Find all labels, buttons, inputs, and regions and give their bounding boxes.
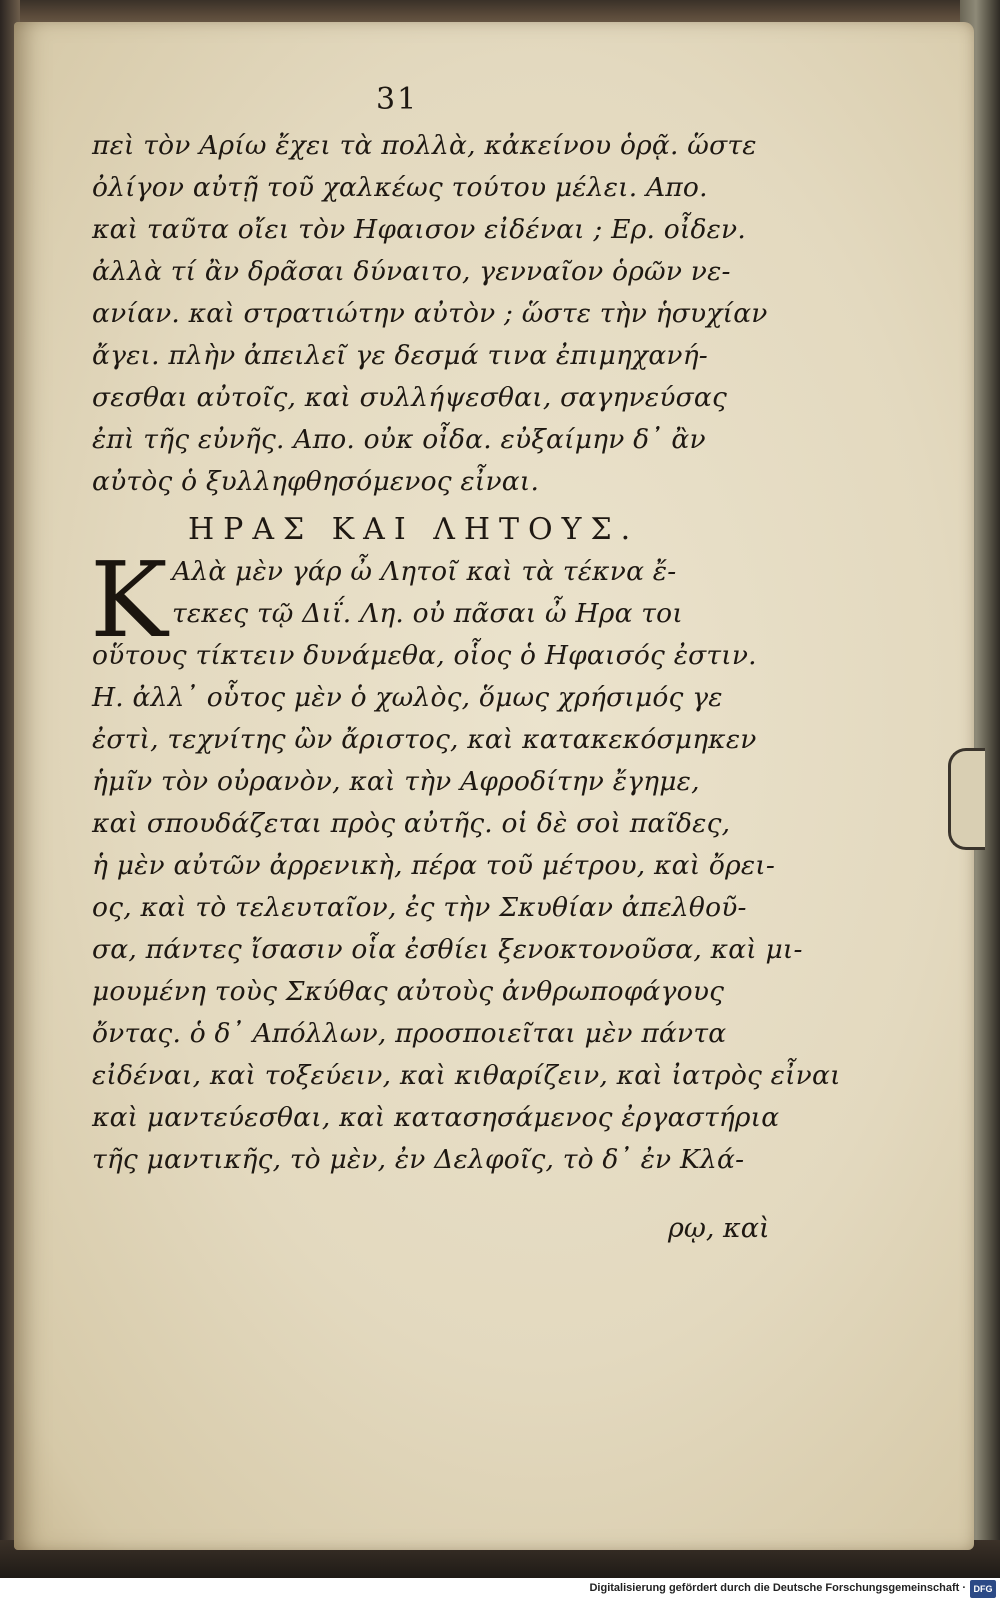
text-line: ἡ μὲν αὐτῶν ἀρρενικὴ, πέρα τοῦ μέτρου, καὶ ὄρει- — [92, 850, 776, 881]
drop-capital: Κ — [90, 539, 168, 661]
text-line: ανίαν. καὶ στρατιώτην αὐτὸν ; ὥστε τὴν ἡσυχίαν — [92, 298, 768, 329]
text-line: Αλὰ μὲν γάρ ὦ Λητοῖ καὶ τὰ τέκνα ἔ- — [172, 556, 677, 587]
text-line: καὶ σπουδάζεται πρὸς αὐτῆς. οἱ δὲ σοὶ παῖδες, — [92, 808, 731, 839]
text-line: πεὶ τὸν Αρίω ἔχει τὰ πολλὰ, κἀκείνου ὁρᾷ. ὥστε — [92, 130, 757, 161]
dfg-logo-icon: DFG — [970, 1580, 996, 1598]
text-line: ὀλίγον αὐτῇ τοῦ χαλκέως τούτου μέλει. Απο. — [92, 172, 708, 203]
text-line: ἐστὶ, τεχνίτης ὢν ἄριστος, καὶ κατακεκόσμηκεν — [92, 724, 757, 755]
text-line: μουμένη τοὺς Σκύθας αὐτοὺς ἀνθρωποφάγους — [92, 976, 725, 1007]
text-line: ος, καὶ τὸ τελευταῖον, ἐς τὴν Σκυθίαν ἀπελθοῦ- — [92, 892, 747, 923]
text-line: Η. ἀλλ᾽ οὗτος μὲν ὁ χωλὸς, ὅμως χρήσιμός γε — [92, 682, 723, 713]
text-line: εἰδέναι, καὶ τοξεύειν, καὶ κιθαρίζειν, καὶ ἰατρὸς εἶναι — [92, 1060, 841, 1091]
text-line: ἡμῖν τὸν οὐρανὸν, καὶ τὴν Αφροδίτην ἔγημε, — [92, 766, 700, 797]
text-line: αὐτὸς ὁ ξυλληφθησόμενος εἶναι. — [92, 466, 540, 497]
text-line: τεκες τῷ Διΐ. Λη. οὐ πᾶσαι ὦ Ηρα τοι — [172, 598, 683, 629]
text-line: ὄντας. ὁ δ᾽ Απόλλων, προσποιεῖται μὲν πάντα — [92, 1018, 727, 1049]
text-line: ἀλλὰ τί ἂν δρᾶσαι δύναιτο, γενναῖον ὁρῶν νε- — [92, 256, 731, 287]
section-heading: ΗΡΑΣ ΚΑΙ ΛΗΤΟΥΣ. — [188, 512, 640, 547]
text-line: σα, πάντες ἴσασιν οἷα ἐσθίει ξενοκτονοῦσα, καὶ μι- — [92, 934, 803, 965]
page-clip — [948, 748, 985, 850]
catchword: ρῳ, καὶ — [668, 1213, 770, 1244]
text-line: τῆς μαντικῆς, τὸ μὲν, ἐν Δελφοῖς, τὸ δ᾽ ἐν Κλά- — [92, 1144, 745, 1175]
text-line: καὶ μαντεύεσθαι, καὶ κατασησάμενος ἐργαστήρια — [92, 1102, 780, 1133]
text-line: οὕτους τίκτειν δυνάμεθα, οἷος ὁ Ηφαισός ἐστιν. — [92, 640, 757, 671]
page-number: 31 — [376, 82, 419, 117]
text-line: σεσθαι αὐτοῖς, καὶ συλλήψεσθαι, σαγηνεύσας — [92, 382, 728, 413]
footer-credit: Digitalisierung gefördert durch die Deutsche Forschungsgemeinschaft · — [589, 1582, 966, 1594]
text-line: καὶ ταῦτα οἴει τὸν Ηφαισον εἰδέναι ; Ερ. οἶδεν. — [92, 214, 746, 245]
text-line: ἐπὶ τῆς εὐνῆς. Απο. οὐκ οἶδα. εὐξαίμην δ᾽ ἂν — [92, 424, 706, 455]
text-line: ἄγει. πλὴν ἀπειλεῖ γε δεσμά τινα ἐπιμηχανή- — [92, 340, 708, 371]
